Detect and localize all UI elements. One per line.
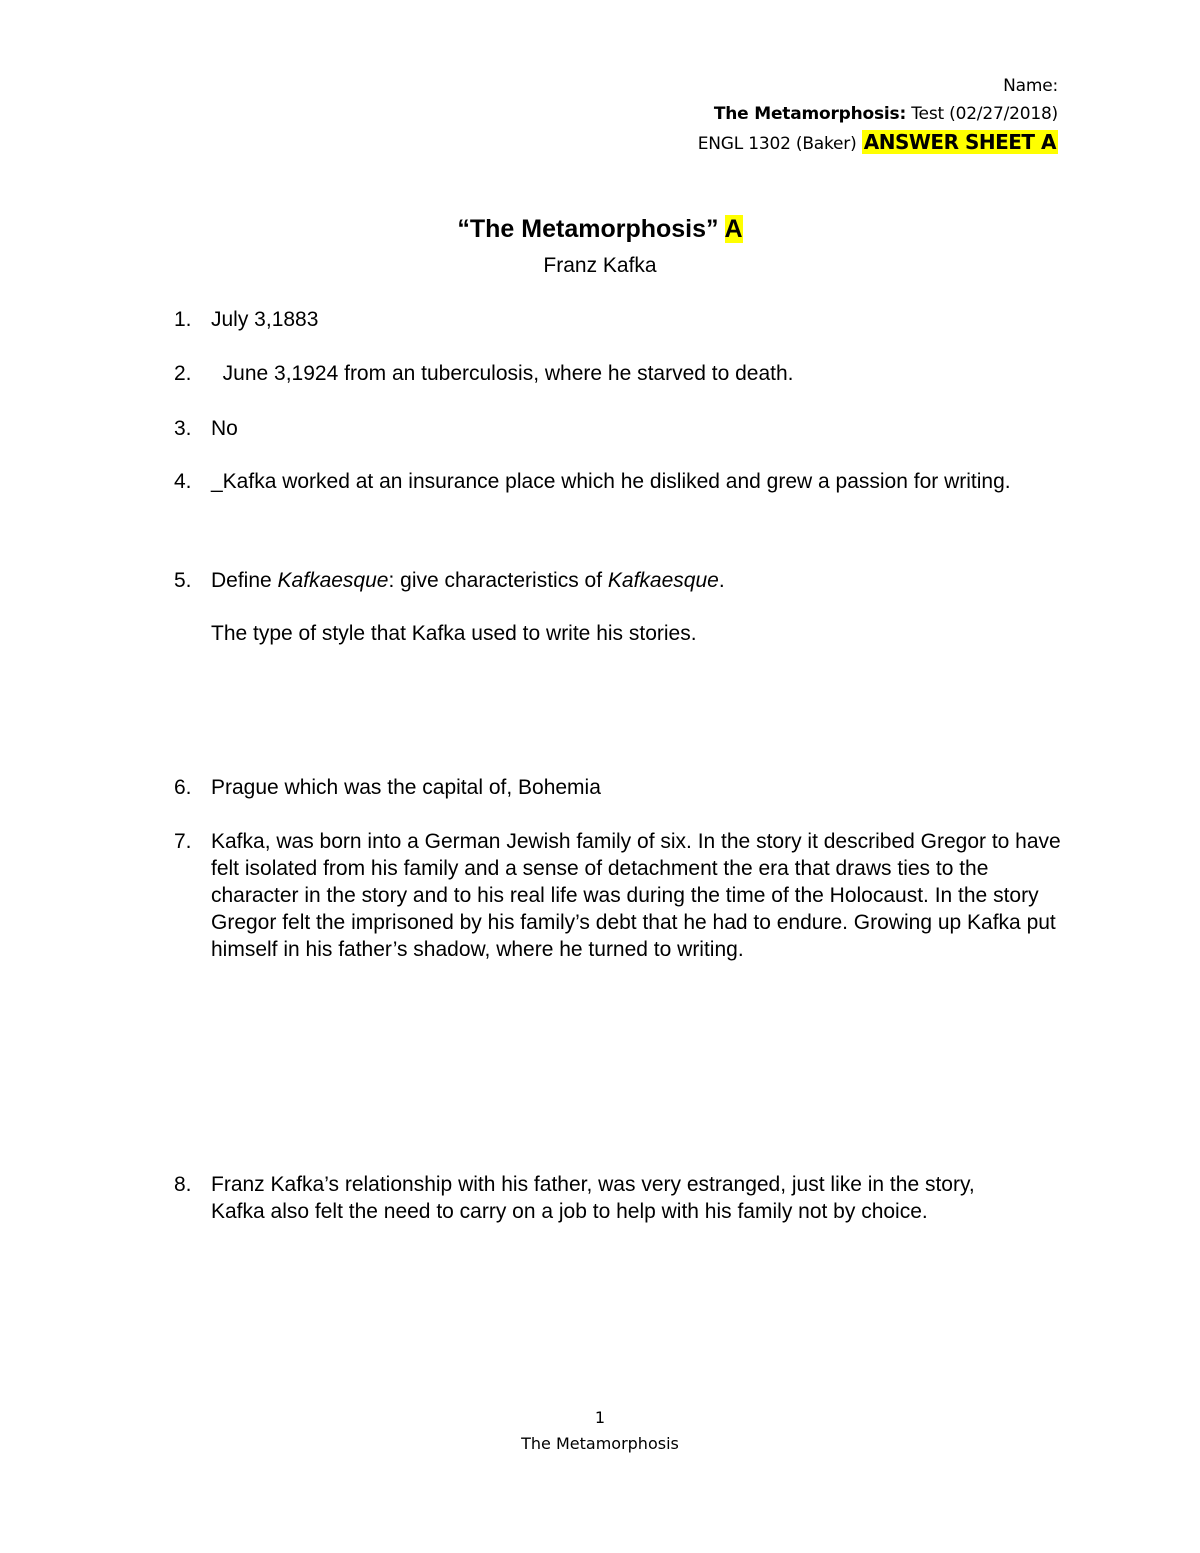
footer-title: The Metamorphosis — [521, 1434, 679, 1453]
question-8 — [174, 1171, 1019, 1225]
answer-text: Prague which was the capital of, Bohemia — [211, 776, 601, 799]
answer-text: _Kafka worked at an insurance place which he disliked and grew a passion for writing. — [211, 470, 1011, 493]
question-6 — [174, 774, 1074, 801]
test-title: The Metamorphosis: — [713, 104, 907, 124]
test-date: Test (02/27/2018) — [906, 104, 1058, 124]
question-number: 5. — [174, 569, 192, 592]
page-title — [0, 215, 1200, 244]
answer-text: No — [211, 417, 238, 440]
prompt-middle: : give characteristics of — [388, 569, 608, 592]
term-kafkaesque: Kafkaesque — [277, 569, 389, 592]
question-number: 7. — [174, 830, 192, 853]
question-7 — [174, 828, 1064, 963]
answer-text: Franz Kafka’s relationship with his father, was very estranged, just like in the story, Kafka also felt the need to carry on a job to help with his family not by choice. — [211, 1173, 975, 1223]
prompt-prefix: Define — [211, 569, 278, 592]
answer-text: Kafka, was born into a German Jewish family of six. In the story it described Gregor to have felt isolated from his family and a sense of detachment the era that draws ties to the character in the story and to his real life was during the time of the Holocaust. In the story Gregor felt the imprisoned by his family’s debt that he had to endure. Growing up Kafka put himself in his father’s shadow, where he turned to writing. — [211, 830, 1061, 961]
question-number: 3. — [174, 417, 192, 440]
question-number: 8. — [174, 1173, 192, 1196]
question-3 — [174, 415, 1074, 442]
question-5 — [174, 567, 1074, 647]
answer-sheet-label: ANSWER SHEET A — [863, 130, 1056, 154]
course-line — [698, 128, 1058, 158]
question-number: 2. — [174, 362, 192, 385]
answer-text: June 3,1924 from an tuberculosis, where he starved to death. — [211, 362, 794, 385]
question-number: 4. — [174, 470, 192, 493]
page-number: 1 — [594, 1408, 606, 1427]
answer-text: July 3,1883 — [211, 308, 319, 331]
version-badge: A — [724, 215, 743, 243]
title-text: “The Metamorphosis” — [457, 215, 725, 243]
author-name: Franz Kafka — [543, 254, 657, 277]
question-number: 6. — [174, 776, 192, 799]
question-number: 1. — [174, 308, 192, 331]
term-kafkaesque: Kafkaesque — [607, 569, 719, 592]
test-title-line — [698, 100, 1058, 128]
answer-text: The type of style that Kafka used to write his stories. — [211, 622, 697, 645]
prompt-suffix: . — [718, 569, 725, 592]
question-2 — [174, 360, 1074, 387]
question-prompt — [211, 567, 1074, 594]
document-header — [698, 72, 1058, 158]
name-label: Name: — [1003, 76, 1058, 96]
question-1 — [174, 306, 1074, 333]
course-info: ENGL 1302 (Baker) — [697, 134, 862, 154]
question-4 — [174, 468, 1044, 495]
